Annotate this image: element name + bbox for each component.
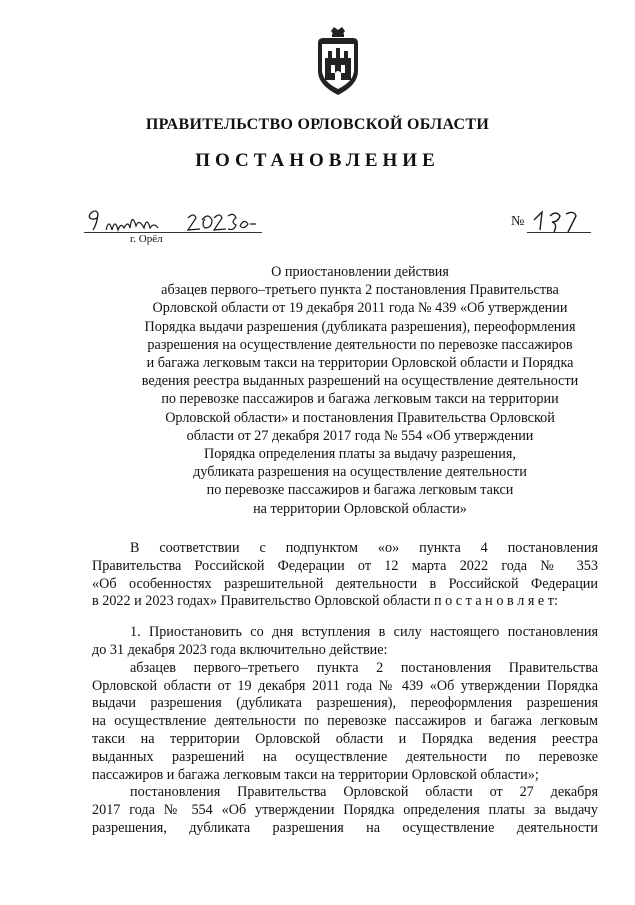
paragraph-line: Правительства Российской Федерации от 12 марта 2022 года № 353 — [92, 557, 598, 574]
paragraph-line: пассажиров и багажа легковым такси на территории Орловской области»; — [92, 766, 539, 783]
title-line: Орловской области» и постановления Правительства Орловской — [165, 409, 555, 426]
title-line: области от 27 декабря 2017 года № 554 «Об утверждении — [186, 427, 534, 444]
government-name: ПРАВИТЕЛЬСТВО ОРЛОВСКОЙ ОБЛАСТИ — [145, 116, 490, 133]
paragraph-line: в 2022 и 2023 годах» Правительство Орловской области п о с т а н о в л я е т: — [92, 593, 558, 610]
document-type: ПОСТАНОВЛЕНИЕ — [195, 150, 440, 171]
paragraph-line: постановления Правительства Орловской области от 27 декабря — [130, 784, 598, 801]
decree-body — [92, 540, 598, 838]
number-label: № — [511, 214, 525, 229]
title-line: и багажа легковым такси на территории Орловской области и Порядка — [146, 355, 574, 372]
paragraph-line: на осуществление деятельности по перевозке пассажиров и багажа легковым — [92, 713, 598, 730]
title-line: ведения реестра выданных разрешений на осуществление деятельности — [141, 373, 579, 390]
number-underline — [527, 232, 591, 233]
paragraph-line: В соответствии с подпунктом «о» пункта 4 постановления — [130, 540, 598, 556]
paragraph-line: такси на территории Орловской области и Порядка ведения реестра — [92, 730, 598, 747]
svg-text:9 марта 2023г.: 9 марта 2023г. — [94, 236, 100, 237]
paragraph-line: абзацев первого–третьего пункта 2 постановления Правительства — [130, 659, 598, 676]
title-line: по перевозке пассажиров и багажа легковым такси на территории — [161, 391, 559, 408]
title-line: Порядка определения платы за выдачу разрешения, — [204, 446, 516, 463]
title-line: на территории Орловской области» — [253, 500, 467, 517]
date-underline — [84, 232, 262, 233]
svg-text:197: 197 — [528, 234, 530, 235]
paragraph-line: 1. Приостановить со дня вступления в силу настоящего постановления — [130, 624, 598, 641]
paragraph-line: разрешения, дубликата разрешения на осуществление деятельности — [92, 819, 598, 836]
title-line: дубликата разрешения на осуществление деятельности — [193, 464, 527, 481]
title-line: по перевозке пассажиров и багажа легковым такси — [206, 482, 514, 499]
title-line: О приостановлении действия — [271, 264, 449, 280]
coat-of-arms-emblem — [315, 25, 361, 97]
decree-title — [100, 263, 620, 518]
title-line: Порядка выдачи разрешения (дубликата разрешения), переоформления — [144, 318, 576, 335]
handwritten-number — [528, 208, 596, 234]
paragraph-line: 2017 года № 554 «Об утверждении Порядка определения платы за выдачу — [92, 802, 598, 819]
city-label: г. Орёл — [130, 233, 163, 245]
paragraph-line: Орловской области от 19 декабря 2011 года № 439 «Об утверждении Порядка — [92, 677, 598, 694]
paragraph-line: до 31 декабря 2023 года включительно действие: — [92, 641, 388, 658]
handwritten-date — [84, 206, 262, 237]
title-line: абзацев первого–третьего пункта 2 постановления Правительства — [161, 282, 559, 299]
paragraph-line: выданных разрешений на осуществление деятельности по перевозке — [92, 748, 598, 765]
title-line: разрешения на осуществление деятельности по перевозке пассажиров — [147, 336, 573, 353]
paragraph-line: «Об особенностях разрешительной деятельности в Российской Федерации — [92, 575, 598, 592]
title-line: Орловской области от 19 декабря 2011 года № 439 «Об утверждении — [152, 300, 568, 317]
paragraph-line: выдачи разрешения (дубликата разрешения), переоформления разрешения — [92, 695, 598, 712]
